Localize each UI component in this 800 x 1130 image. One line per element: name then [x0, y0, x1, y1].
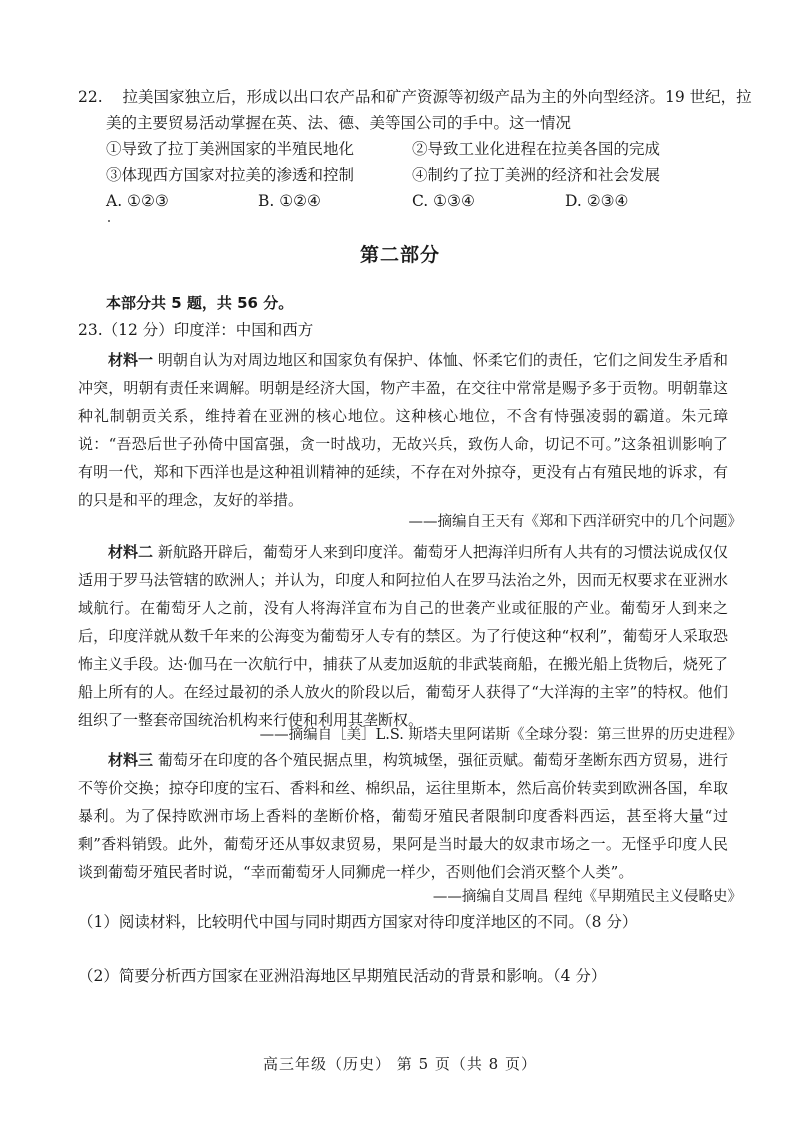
material-1-text: 明朝自认为对周边地区和国家负有保护、体恤、怀柔它们的责任，它们之间发生矛盾和冲突，明朝有责任来调解。明朝是经济大国，物产丰盈，在交往中常常是赐予多于贡物。明朝靠这种礼制朝贡关系，维持着在亚洲的核心地位。这种核心地位，不含有恃强凌弱的霸道。朱元璋说：“吾恐后世子孙倚中国富强，贪一时战功，无故兴兵，致伤人命，切记不可。”这条祖训影响了有明一代，郑和下西洋也是这种祖训精神的延续，不存在对外掠夺，更没有占有殖民地的诉求，有的只是和平的理念，友好的举措。 [78, 351, 728, 509]
material-2-label: 材料二 [108, 543, 154, 561]
q23-heading: 23.（12 分）印度洋：中国和西方 [78, 321, 314, 339]
material-3-label: 材料三 [108, 751, 154, 769]
q22-stem-line2: 美的主要贸易活动掌握在英、法、德、美等国公司的手中。这一情况 [106, 114, 572, 132]
q22-stem-line1: 拉美国家独立后，形成以出口农产品和矿产资源等初级产品为主的外向型经济。19 世纪，拉 [122, 88, 752, 106]
material-2-source: ——摘编自［美］L.S. 斯塔夫里阿诺斯《全球分裂：第三世界的历史进程》 [259, 727, 742, 743]
material-1-label: 材料一 [108, 351, 154, 369]
q23-subquestion-1: （1）阅读材料，比较明代中国与同时期西方国家对待印度洋地区的不同。（8 分） [78, 913, 638, 931]
q22-statement-3: ③体现西方国家对拉美的渗透和控制 [106, 166, 355, 184]
q22-line1 [78, 84, 752, 110]
q22-option-a: A. ①②③ [106, 192, 169, 210]
q22-statement-2: ②导致工业化进程在拉美各国的完成 [412, 140, 661, 158]
stray-mark [108, 220, 110, 222]
q22-number: 22. [78, 88, 103, 106]
material-3-text: 葡萄牙在印度的各个殖民据点里，构筑城堡，强征贡赋。葡萄牙垄断东西方贸易，进行不等价交换；掠夺印度的宝石、香料和丝、棉织品，运往里斯本，然后高价转卖到欧洲各国，牟取暴利。为了保持欧洲市场上香料的垄断价格，葡萄牙殖民者限制印度香料西运，甚至将大量“过剩”香料销毁。此外，葡萄牙还从事奴隶贸易，果阿是当时最大的奴隶市场之一。无怪乎印度人民谈到葡萄牙殖民者时说，“幸而葡萄牙人同狮虎一样少，否则他们会消灭整个人类”。 [78, 751, 728, 881]
material-3 [78, 746, 728, 886]
q22-option-c: C. ①③④ [412, 192, 475, 210]
material-2 [78, 538, 728, 734]
material-1 [78, 346, 728, 514]
material-3-source: ——摘编自艾周昌 程纯《早期殖民主义侵略史》 [432, 889, 742, 905]
q22-option-b: B. ①②④ [258, 192, 321, 210]
q22-statement-1: ①导致了拉丁美洲国家的半殖民地化 [106, 140, 355, 158]
material-1-source: ——摘编自王天有《郑和下西洋研究中的几个问题》 [408, 514, 742, 530]
q22-statement-4: ④制约了拉丁美洲的经济和社会发展 [412, 166, 661, 184]
section-title: 第二部分 [359, 244, 440, 266]
page-footer: 高三年级（历史） 第 5 页（共 8 页） [263, 1055, 537, 1073]
q23-subquestion-2: （2）简要分析西方国家在亚洲沿海地区早期殖民活动的背景和影响。（4 分） [78, 967, 607, 985]
material-2-text: 新航路开辟后，葡萄牙人来到印度洋。葡萄牙人把海洋归所有人共有的习惯法说成仅仅适用于罗马法管辖的欧洲人；并认为，印度人和阿拉伯人在罗马法治之外，因而无权要求在亚洲水域航行。在葡萄牙人之前，没有人将海洋宣布为自己的世袭产业或征服的产业。葡萄牙人到来之后，印度洋就从数千年来的公海变为葡萄牙人专有的禁区。为了行使这种“权利”，葡萄牙人采取恐怖主义手段。达·伽马在一次航行中，捕获了从麦加返航的非武装商船，在搬光船上货物后，烧死了船上所有的人。在经过最初的杀人放火的阶段以后，葡萄牙人获得了“大洋海的主宰”的特权。他们组织了一整套帝国统治机构来行使和利用其垄断权。 [78, 543, 728, 729]
section-note: 本部分共 5 题，共 56 分。 [106, 294, 294, 312]
q22-option-d: D. ②③④ [565, 192, 629, 210]
